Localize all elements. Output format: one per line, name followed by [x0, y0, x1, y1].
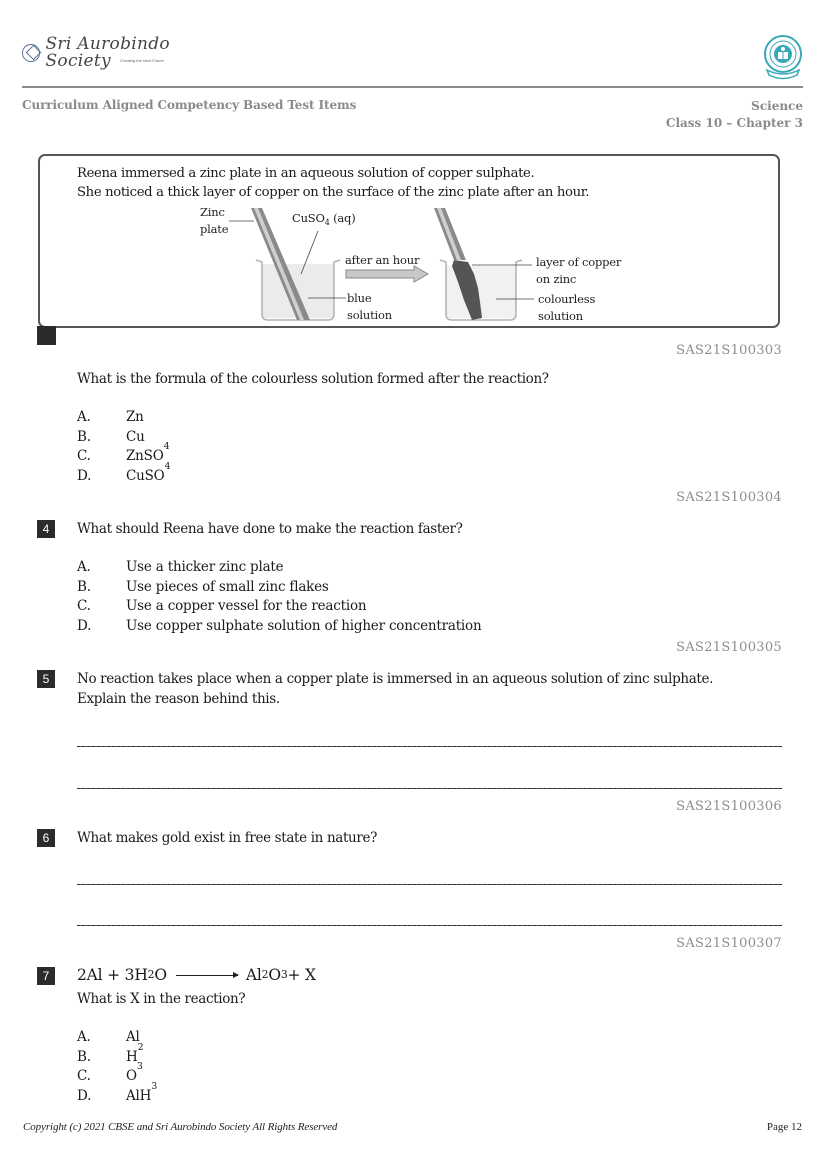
option-d[interactable]: D. Use copper sulphate solution of higher concentration — [77, 617, 482, 634]
question-number-7: 7 — [37, 967, 55, 985]
document-title: Curriculum Aligned Competency Based Test Items — [22, 98, 357, 112]
option-d[interactable]: D. CuSO 4 — [77, 460, 171, 484]
option-d[interactable]: D. AlH 3 — [77, 1080, 158, 1104]
option-a[interactable]: A. Zn — [77, 409, 144, 425]
option-c[interactable]: C. ZnSO 4 — [77, 441, 170, 464]
label-zinc-plate: Zinc plate — [200, 205, 229, 236]
question-number-marker — [37, 326, 56, 345]
label-after-an-hour: after an hour — [345, 253, 420, 267]
copyright-notice: Copyright (c) 2021 CBSE and Sri Aurobindo Society All Rights Reserved — [23, 1121, 338, 1133]
page-number: Page 12 — [766, 1121, 802, 1133]
sri-aurobindo-society-logo — [22, 34, 192, 71]
question-number-4: 4 — [37, 520, 55, 538]
question-number-5: 5 — [37, 670, 55, 688]
question-text: What should Reena have done to make the reaction faster? — [77, 521, 463, 537]
option-a[interactable]: A. Al — [77, 1029, 140, 1045]
item-code: SAS21S100305 — [676, 640, 782, 655]
option-c[interactable]: C. Use a copper vessel for the reaction — [77, 598, 367, 614]
option-b[interactable]: B. Use pieces of small zinc flakes — [77, 578, 329, 595]
stimulus-line: Reena immersed a zinc plate in an aqueous solution of copper sulphate. — [77, 166, 535, 181]
answer-line[interactable] — [77, 925, 782, 926]
label-colourless-solution: colourless solution — [538, 292, 596, 323]
options-list — [77, 1028, 157, 1106]
options-list — [77, 558, 481, 636]
option-b[interactable]: B. H 2 — [77, 1041, 144, 1065]
answer-line[interactable] — [77, 788, 782, 789]
chemical-equation: 2Al + 3H 2 O Al 2 O 3 + X — [77, 966, 316, 984]
stimulus-line: She noticed a thick layer of copper on the surface of the zinc plate after an hour. — [77, 185, 590, 200]
option-c[interactable]: C. O 3 — [77, 1061, 143, 1084]
stimulus-text — [77, 164, 589, 202]
item-code: SAS21S100307 — [676, 936, 782, 951]
question-text: What is X in the reaction? — [77, 991, 246, 1007]
answer-line[interactable] — [77, 884, 782, 885]
header-divider — [22, 86, 803, 88]
answer-line[interactable] — [77, 746, 782, 747]
logo-tagline: Creating the Next Future — [120, 58, 164, 63]
zinc-copper-reaction-diagram — [196, 204, 636, 326]
society-emblem-icon — [22, 44, 40, 62]
class-chapter-label: Class 10 – Chapter 3 — [665, 116, 803, 130]
label-cuso4: CuSO$_4$ (aq) — [292, 211, 356, 227]
label-blue-solution: blue solution — [347, 291, 392, 322]
question-text: What makes gold exist in free state in nature? — [77, 830, 378, 846]
options-list — [77, 408, 170, 486]
question-number-6: 6 — [37, 829, 55, 847]
subject-info — [666, 98, 803, 132]
cbse-emblem-icon — [763, 34, 803, 82]
question-text: No reaction takes place when a copper plate is immersed in an aqueous solution of zinc sulphate. Explain the reason behind this. — [77, 671, 714, 707]
subject-label: Science — [751, 99, 803, 113]
option-b[interactable]: B. Cu — [77, 428, 145, 445]
reaction-arrow-icon — [176, 975, 238, 976]
option-a[interactable]: A. Use a thicker zinc plate — [77, 559, 284, 575]
item-code: SAS21S100304 — [676, 490, 782, 505]
logo-text: Sri Aurobindo Society — [45, 34, 170, 71]
item-code: SAS21S100306 — [676, 799, 782, 814]
label-layer-of-copper: layer of copper on zinc — [536, 255, 622, 286]
question-text: What is the formula of the colourless solution formed after the reaction? — [77, 371, 549, 387]
item-code: SAS21S100303 — [676, 343, 782, 358]
